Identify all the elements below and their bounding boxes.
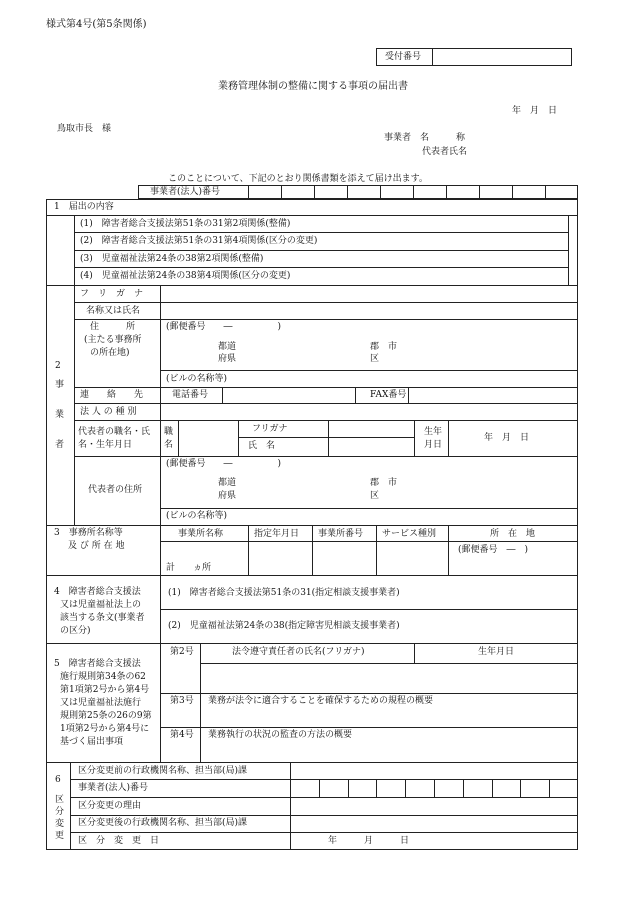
change-date-label: 区 分 変 更 日 [78,836,160,846]
position-label-2: 名 [164,440,174,450]
number-cell-divider [434,779,435,797]
representative-postal-code: (郵便番号 ― ) [166,459,282,469]
addressee: 鳥取市長 様 [57,124,112,134]
number-cell-divider [314,185,315,199]
section-6-label-2: 分 [55,807,65,817]
section-4-label-4: の区分) [60,626,91,636]
business-number-label: 事業者(法人)番号 [150,187,221,197]
section-5-label-3: 第1項第2号から第4号 [60,685,150,695]
change-date-value: 年 月 日 [328,836,410,846]
section-2-label-3: 者 [55,440,65,450]
representative-title-2: 名・生年月日 [78,440,133,450]
number-cell-divider [479,185,480,199]
address-label-1: 住 所 [90,322,136,332]
number-cell-divider [549,779,550,797]
business-number-label-2: 事業者(法人)番号 [78,783,149,793]
new-agency-label: 区分変更後の行政機関名称、担当部(局)課 [78,818,248,828]
compliance-rules-label: 業務が法令に適合することを確保するための規程の概要 [208,696,434,706]
page-title: 業務管理体制の整備に関する事項の届出書 [218,81,408,92]
address-label-3: の所在地) [90,348,130,358]
item-no-2: 第2号 [170,647,194,657]
notice-item-2: (2) 障害者総合支援法第51条の31第4項関係(区分の変更) [80,236,318,246]
office-postal-code: (郵便番号 ― ) [458,545,529,555]
representative-furigana-label: フリガナ [252,424,288,434]
category-option-2: (2) 児童福祉法第24条の38(指定障害児相談支援事業者) [168,621,400,631]
city-2: 区 [370,354,380,364]
number-cell-divider [446,185,447,199]
section-4-label-2: 又は児童福祉法上の [60,600,142,610]
number-cell-divider [463,779,464,797]
postal-code: (郵便番号 ― ) [166,322,282,332]
office-name-header: 事業所名称 [178,529,224,539]
name-label: 名称又は氏名 [86,306,141,316]
number-cell-divider [348,779,349,797]
service-type-header: サービス種別 [382,529,437,539]
number-cell-divider [376,779,377,797]
section-5-label-6: 1項第2号から第4号に [60,724,150,734]
number-cell-divider [281,185,282,199]
representative-city-2: 区 [370,491,380,501]
section-6-label-4: 更 [55,831,65,841]
section-5-label-4: 又は児童福祉法施行 [60,698,142,708]
section-2-label-1: 事 [55,380,65,390]
section-1-title: 1 届出の内容 [54,202,114,212]
item-no-4: 第4号 [170,730,194,740]
item-no-3: 第3号 [170,696,194,706]
officer-birthdate-label: 生年月日 [478,647,515,657]
furigana-label: フ リ ガ ナ [80,289,144,299]
notice-item-4: (4) 児童福祉法第24条の38第4項関係(区分の変更) [80,271,291,281]
business-name-label: 事業者 名 称 [384,133,466,143]
position-label-1: 職 [164,427,174,437]
prefecture-2: 府県 [218,354,237,364]
corporation-type-label: 法 人 の 種 別 [80,407,137,417]
representative-name-label: 代表者氏名 [422,147,468,157]
representative-prefecture-2: 府県 [218,491,237,501]
receipt-number-label: 受付番号 [385,52,422,62]
category-option-1: (1) 障害者総合支援法第51条の31(指定相談支援事業者) [168,588,400,598]
prefecture-1: 都道 [218,342,237,352]
audit-method-label: 業務執行の状況の監査の方法の概要 [208,730,353,740]
designation-date-header: 指定年月日 [254,529,300,539]
number-cell-divider [512,185,513,199]
number-cell-divider [413,185,414,199]
phone-label: 電話番号 [172,390,209,400]
representative-name-label-2: 氏 名 [248,441,276,451]
contact-label: 連 絡 先 [80,390,144,400]
fax-label: FAX番号 [370,390,407,400]
submission-date: 年 月 日 [512,106,558,116]
representative-prefecture-1: 都道 [218,478,237,488]
change-reason-label: 区分変更の理由 [78,801,142,811]
office-total-count: 計 ヵ所 [166,563,212,573]
section-3-label-1: 3 事務所名称等 [54,528,123,538]
notice-item-3: (3) 児童福祉法第24条の38第2項関係(整備) [80,254,264,264]
intro-text: このことについて、下記のとおり関係書類を添えて届け出ます。 [168,174,428,184]
section-5-label-5: 規則第25条の26の9第 [60,711,152,721]
address-label-2: (主たる事務所 [84,335,142,345]
number-cell-divider [380,185,381,199]
birthdate-label-1: 生年 [424,427,443,437]
form-number: 様式第4号(第5条関係) [46,19,147,30]
section-3-label-2: 及 び 所 在 地 [68,541,125,551]
number-cell-divider [405,779,406,797]
section-4-label-3: 該当する条文(事業者 [60,613,145,623]
birthdate-ymd: 年 月 日 [484,433,530,443]
representative-title-1: 代表者の職名・氏 [78,427,151,437]
section-5-label-7: 基づく届出事項 [60,737,124,747]
number-cell-divider [520,779,521,797]
section-4-label-1: 4 障害者総合支援法 [54,587,141,597]
section-5-label-2: 施行規則第34条の62 [60,672,146,682]
number-cell-divider [319,779,320,797]
section-6-label-3: 変 [55,819,65,829]
notice-item-1: (1) 障害者総合支援法第51条の31第2項関係(整備) [80,219,291,229]
representative-building-name: (ビルの名称等) [166,511,228,521]
city-1: 郡 市 [370,342,398,352]
section-6-label-1: 区 [55,795,65,805]
compliance-officer-label: 法令遵守責任者の氏名(フリガナ) [232,647,365,657]
section-5-label-1: 5 障害者総合支援法 [54,659,141,669]
number-cell-divider [347,185,348,199]
office-number-header: 事業所番号 [318,529,364,539]
building-name: (ビルの名称等) [166,374,228,384]
location-header: 所 在 地 [490,529,536,539]
previous-agency-label: 区分変更前の行政機関名称、担当部(局)課 [78,766,248,776]
representative-city-1: 郡 市 [370,478,398,488]
number-cell-divider [492,779,493,797]
section-2-label-2: 業 [55,410,65,420]
section-2-number: 2 [55,361,61,371]
section-6-number: 6 [55,775,61,785]
birthdate-label-2: 月日 [424,440,443,450]
number-cell-divider [545,185,546,199]
representative-address-label: 代表者の住所 [88,485,143,495]
